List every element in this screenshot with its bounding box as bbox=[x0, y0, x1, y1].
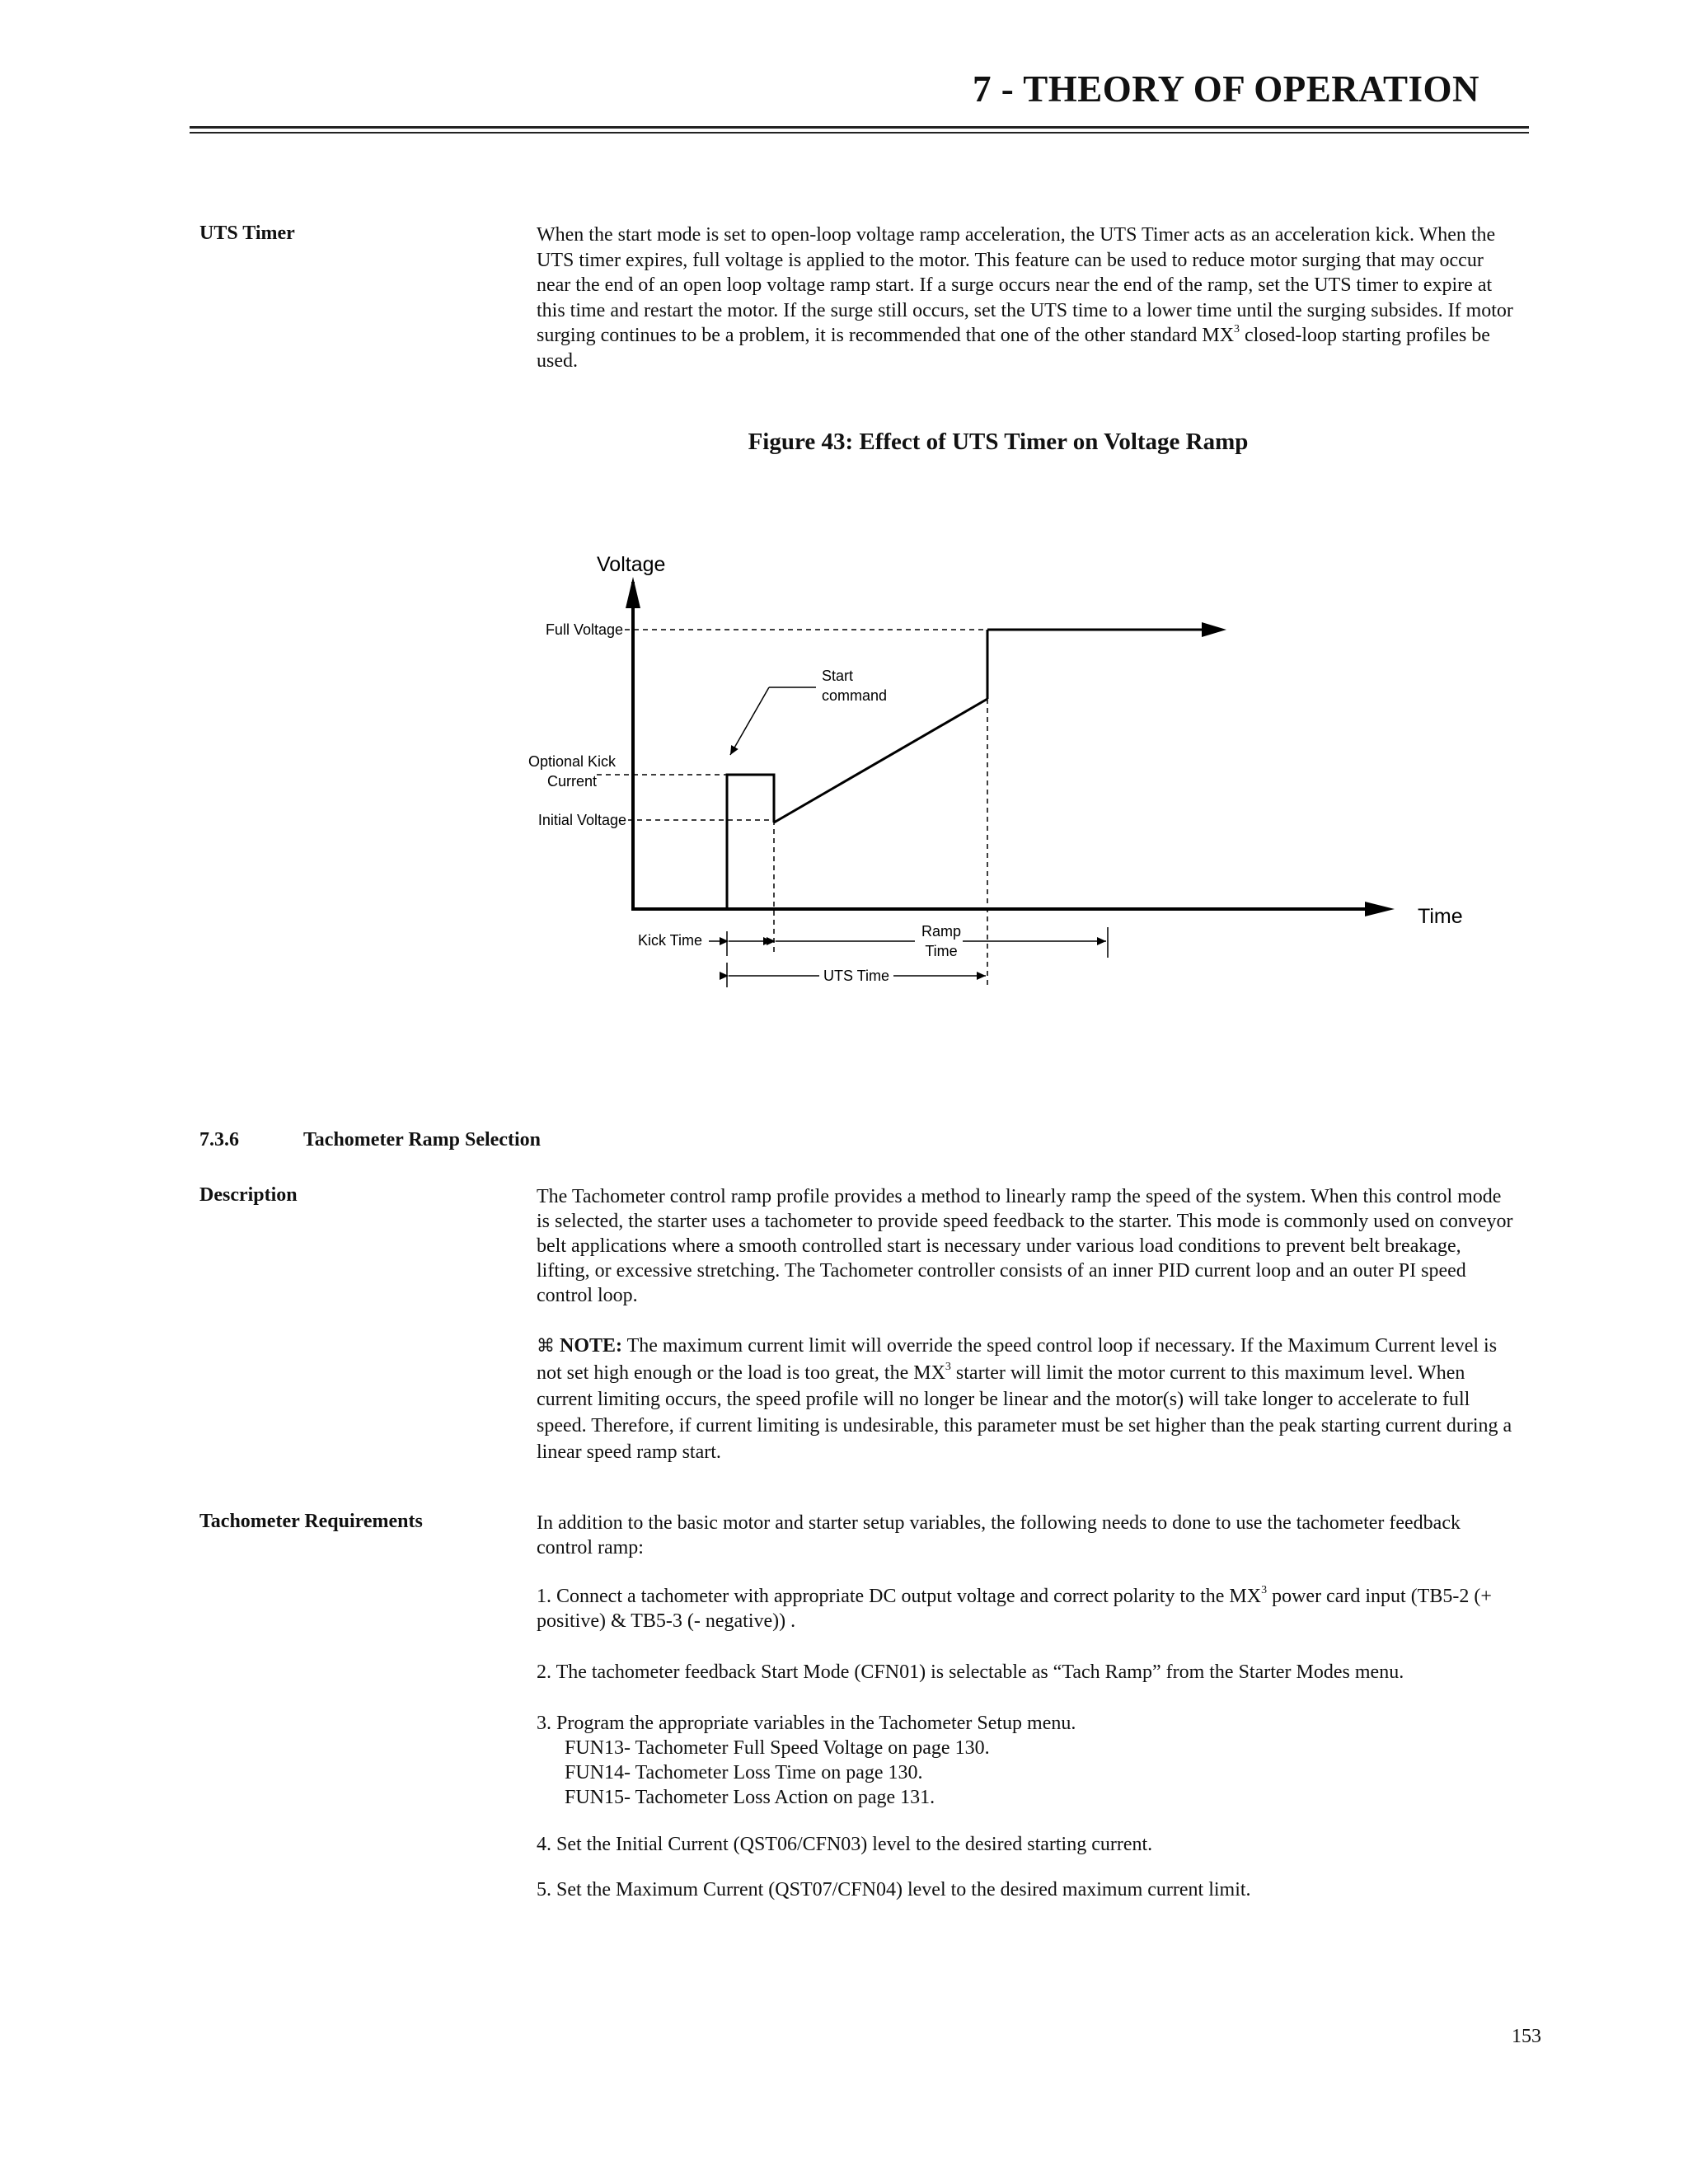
header-rule-bottom bbox=[190, 132, 1529, 134]
y-axis-arrow bbox=[626, 577, 640, 608]
kick-pulse bbox=[727, 775, 774, 909]
mx-superscript: 3 bbox=[1234, 323, 1240, 335]
requirements-body bbox=[537, 1511, 1517, 1902]
full-voltage-label: Full Voltage bbox=[545, 621, 623, 638]
note-text: The maximum current limit will override the speed control loop if necessary. If the Maximum Current level is not set high enough or the load is too great, the MX bbox=[537, 1335, 1498, 1384]
x-axis-label: Time bbox=[1418, 905, 1463, 928]
full-voltage-arrow bbox=[1202, 622, 1226, 637]
uts-time-label: UTS Time bbox=[823, 968, 890, 984]
note-text-end: starter will limit the motor current to this maximum level. When current limiting occurs, the speed profile will no longer be linear and the motor(s) will take longer to accelerate to full speed. Therefore, if current limiting is undesirable, this parameter must be set higher than the peak starting current during a linear speed ramp start. bbox=[537, 1362, 1512, 1463]
optional-kick-label-line1: Optional Kick bbox=[528, 753, 617, 770]
requirement-item-3-sub-2: FUN14- Tachometer Loss Time on page 130. bbox=[565, 1762, 923, 1783]
requirement-item-4: 4. Set the Initial Current (QST06/CFN03) level to the desired starting current. bbox=[537, 1834, 1153, 1855]
description-body bbox=[537, 1184, 1517, 1465]
uts-timer-text-end: closed-loop starting profiles be used. bbox=[537, 325, 1490, 372]
description-paragraph: The Tachometer control ramp profile provides a method to linearly ramp the speed of the system. When this control mode is selected, the starter uses a tachometer to provide speed feedback to the starter. This mode is commonly used on conveyor belt applications where a smooth controlled start is necessary under various load conditions to prevent belt breakage, lifting, or excessive stretching. The Tachometer controller consists of an inner PID current loop and an outer PI speed control loop. bbox=[537, 1186, 1513, 1306]
y-axis-label: Voltage bbox=[597, 553, 666, 576]
page-number: 153 bbox=[1512, 2026, 1541, 2047]
section-title: Tachometer Ramp Selection bbox=[303, 1129, 541, 1151]
start-command-label-line1: Start bbox=[822, 668, 854, 684]
requirements-intro: In addition to the basic motor and starter setup variables, the following needs to done to use the tachometer feedback control ramp: bbox=[537, 1512, 1461, 1558]
uts-voltage-ramp-diagram bbox=[495, 527, 1500, 1005]
uts-timer-label: UTS Timer bbox=[199, 223, 295, 244]
uts-timer-paragraph bbox=[537, 223, 1517, 373]
x-axis-arrow bbox=[1365, 902, 1395, 916]
optional-kick-label-line2: Current bbox=[546, 773, 598, 790]
ramp-time-label-line1: Ramp bbox=[921, 923, 962, 940]
start-command-label-line2: command bbox=[822, 687, 888, 704]
requirement-item-1 bbox=[537, 1584, 1517, 1633]
requirement-item-1-text-end: power card input (TB5-2 (+ positive) & TB5-3 (- negative)) . bbox=[537, 1586, 1492, 1632]
voltage-ramp bbox=[774, 699, 987, 823]
figure-title: Figure 43: Effect of UTS Timer on Voltage Ramp bbox=[748, 429, 1249, 455]
start-command-pointer bbox=[730, 687, 769, 755]
note-icon: ⌘ bbox=[537, 1336, 555, 1357]
section-number: 7.3.6 bbox=[199, 1129, 239, 1151]
note-paragraph bbox=[537, 1333, 1517, 1465]
uts-timer-text: When the start mode is set to open-loop voltage ramp acceleration, the UTS Timer acts as an acceleration kick. When the UTS timer expires, full voltage is applied to the motor. This feature can be used to reduce motor surging that may occur near the end of an open loop voltage ramp start. If a surge occurs near the end of the ramp, set the UTS timer to expire at this time and restart the motor. If the surge still occurs, set the UTS time to a lower time until the surging subsides. If motor surging continues to be a problem, it is recommended that one of the other standard MX bbox=[537, 224, 1513, 346]
requirement-item-3: 3. Program the appropriate variables in the Tachometer Setup menu. bbox=[537, 1713, 1076, 1734]
kick-time-label: Kick Time bbox=[638, 932, 703, 949]
initial-voltage-label: Initial Voltage bbox=[537, 812, 626, 828]
requirement-item-3-sub-3: FUN15- Tachometer Loss Action on page 131. bbox=[565, 1787, 935, 1808]
requirements-label: Tachometer Requirements bbox=[199, 1511, 423, 1532]
requirement-item-3-sub-1: FUN13- Tachometer Full Speed Voltage on page 130. bbox=[565, 1737, 990, 1759]
note-label: NOTE: bbox=[560, 1335, 623, 1357]
description-label: Description bbox=[199, 1184, 298, 1206]
requirement-item-1-text: 1. Connect a tachometer with appropriate DC output voltage and correct polarity to the MX bbox=[537, 1586, 1262, 1607]
note-mx-superscript: 3 bbox=[945, 1361, 951, 1373]
ramp-time-label-line2: Time bbox=[925, 943, 958, 959]
requirement-item-5: 5. Set the Maximum Current (QST07/CFN04) level to the desired maximum current limit. bbox=[537, 1879, 1251, 1900]
requirement-mx-superscript: 3 bbox=[1261, 1584, 1268, 1596]
chapter-title: 7 - THEORY OF OPERATION bbox=[973, 68, 1479, 110]
header-rule-top bbox=[190, 126, 1529, 129]
requirement-item-2: 2. The tachometer feedback Start Mode (CFN01) is selectable as “Tach Ramp” from the Starter Modes menu. bbox=[537, 1661, 1404, 1683]
